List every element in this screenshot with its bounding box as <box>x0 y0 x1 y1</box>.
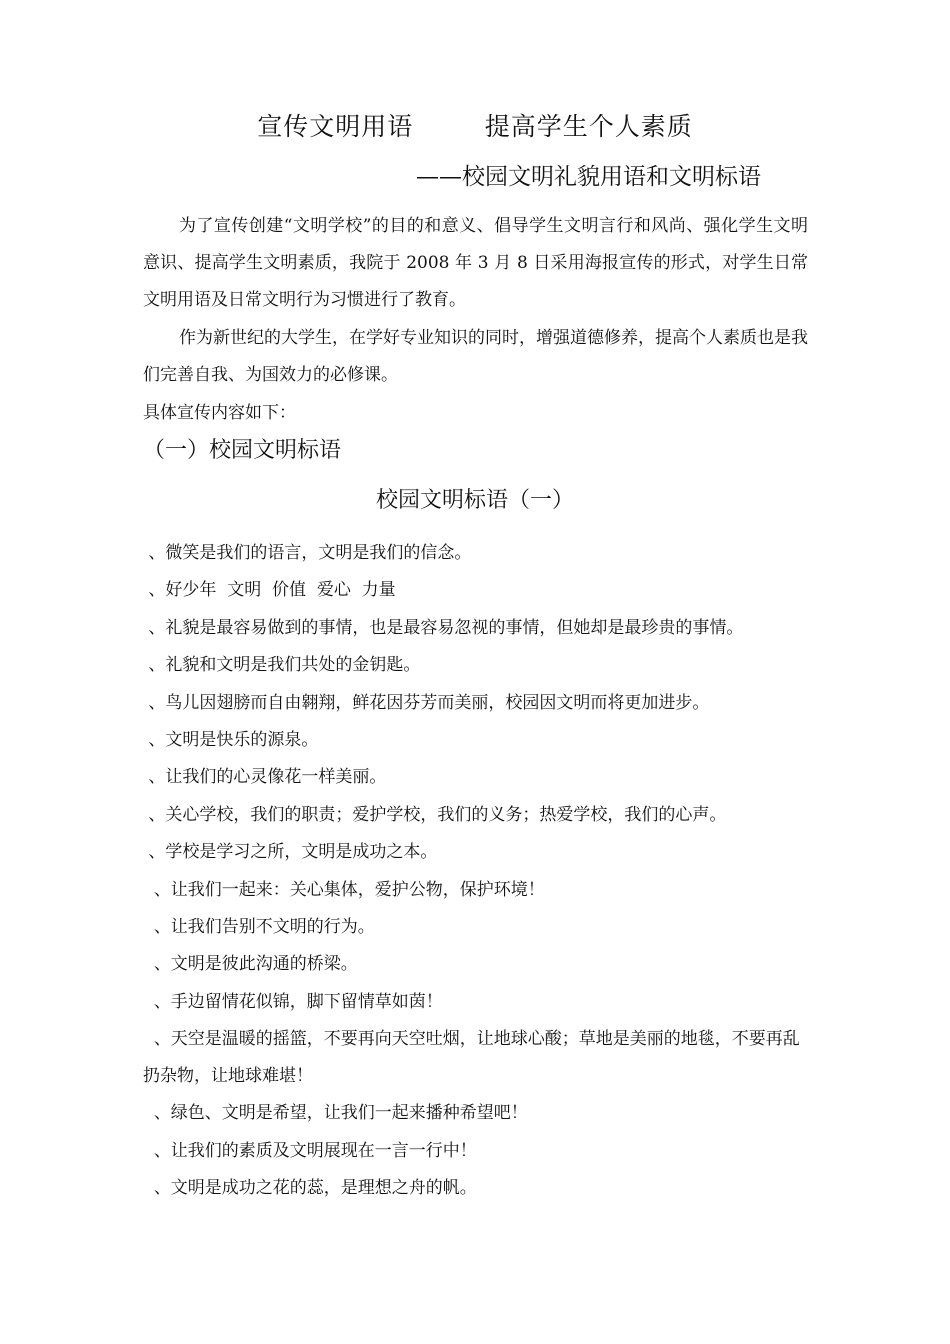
intro-paragraph-2: 作为新世纪的大学生，在学好专业知识的同时，增强道德修养，提高个人素质也是我们完善自我、为国效力的必修课。 <box>143 328 808 385</box>
intro-paragraph-1: 为了宣传创建“文明学校”的目的和意义、倡导学生文明言行和风尚、强化学生文明意识、提高学生文明素质，我院于 2008 年 3 月 8 日采用海报宣传的形式，对学生日常文明用语及日常文明行为习惯进行了教育。 <box>143 216 808 310</box>
slogan-item: 、让我们告别不文明的行为。 <box>143 917 375 938</box>
slogan-item: 、微笑是我们的语言，文明是我们的信念。 <box>143 543 472 563</box>
slogan-list <box>143 535 813 1208</box>
slogan-item: 、学校是学习之所，文明是成功之本。 <box>143 842 438 863</box>
slogan-item: 、天空是温暖的摇篮，不要再向天空吐烟，让地球心酸；草地是美丽的地毯，不要再乱扔杂物，让地球难堪！ <box>143 1029 800 1087</box>
slogan-item: 、鸟儿因翅膀而自由翱翔，鲜花因芬芳而美丽，校园因文明而将更加进步。 <box>143 692 710 713</box>
slogan-item: 、礼貌是最容易做到的事情，也是最容易忽视的事情，但她却是最珍贵的事情。 <box>143 617 744 638</box>
slogan-item: 、手边留情花似锦，脚下留情草如茵！ <box>143 991 443 1012</box>
section-heading: （一）校园文明标语 <box>143 438 342 463</box>
slogan-item: 、文明是彼此沟通的桥梁。 <box>143 954 358 975</box>
content-intro-line: 具体宣传内容如下： <box>143 403 296 423</box>
slogan-item: 、文明是快乐的源泉。 <box>143 730 319 751</box>
slogan-item: 、让我们的心灵像花一样美丽。 <box>143 767 387 788</box>
document-subtitle: ——校园文明礼貌用语和文明标语 <box>416 164 761 190</box>
slogan-item: 、关心学校，我们的职责；爱护学校，我们的义务；热爱学校，我们的心声。 <box>143 804 727 825</box>
slogan-item: 、绿色、文明是希望，让我们一起来播种希望吧！ <box>143 1103 528 1124</box>
slogan-item: 、让我们一起来：关心集体，爱护公物，保护环境！ <box>143 879 545 900</box>
slogan-item: 、好少年 文明 价值 爱心 力量 <box>143 580 396 601</box>
slogan-item: 、文明是成功之花的蕊，是理想之舟的帆。 <box>143 1178 477 1199</box>
subsection-heading: 校园文明标语（一） <box>375 488 574 513</box>
slogan-item: 、礼貌和文明是我们共处的金钥匙。 <box>143 655 421 676</box>
document-title: 宣传文明用语 提高学生个人素质 <box>257 112 693 141</box>
slogan-item: 、让我们的素质及文明展现在一言一行中！ <box>143 1140 477 1161</box>
